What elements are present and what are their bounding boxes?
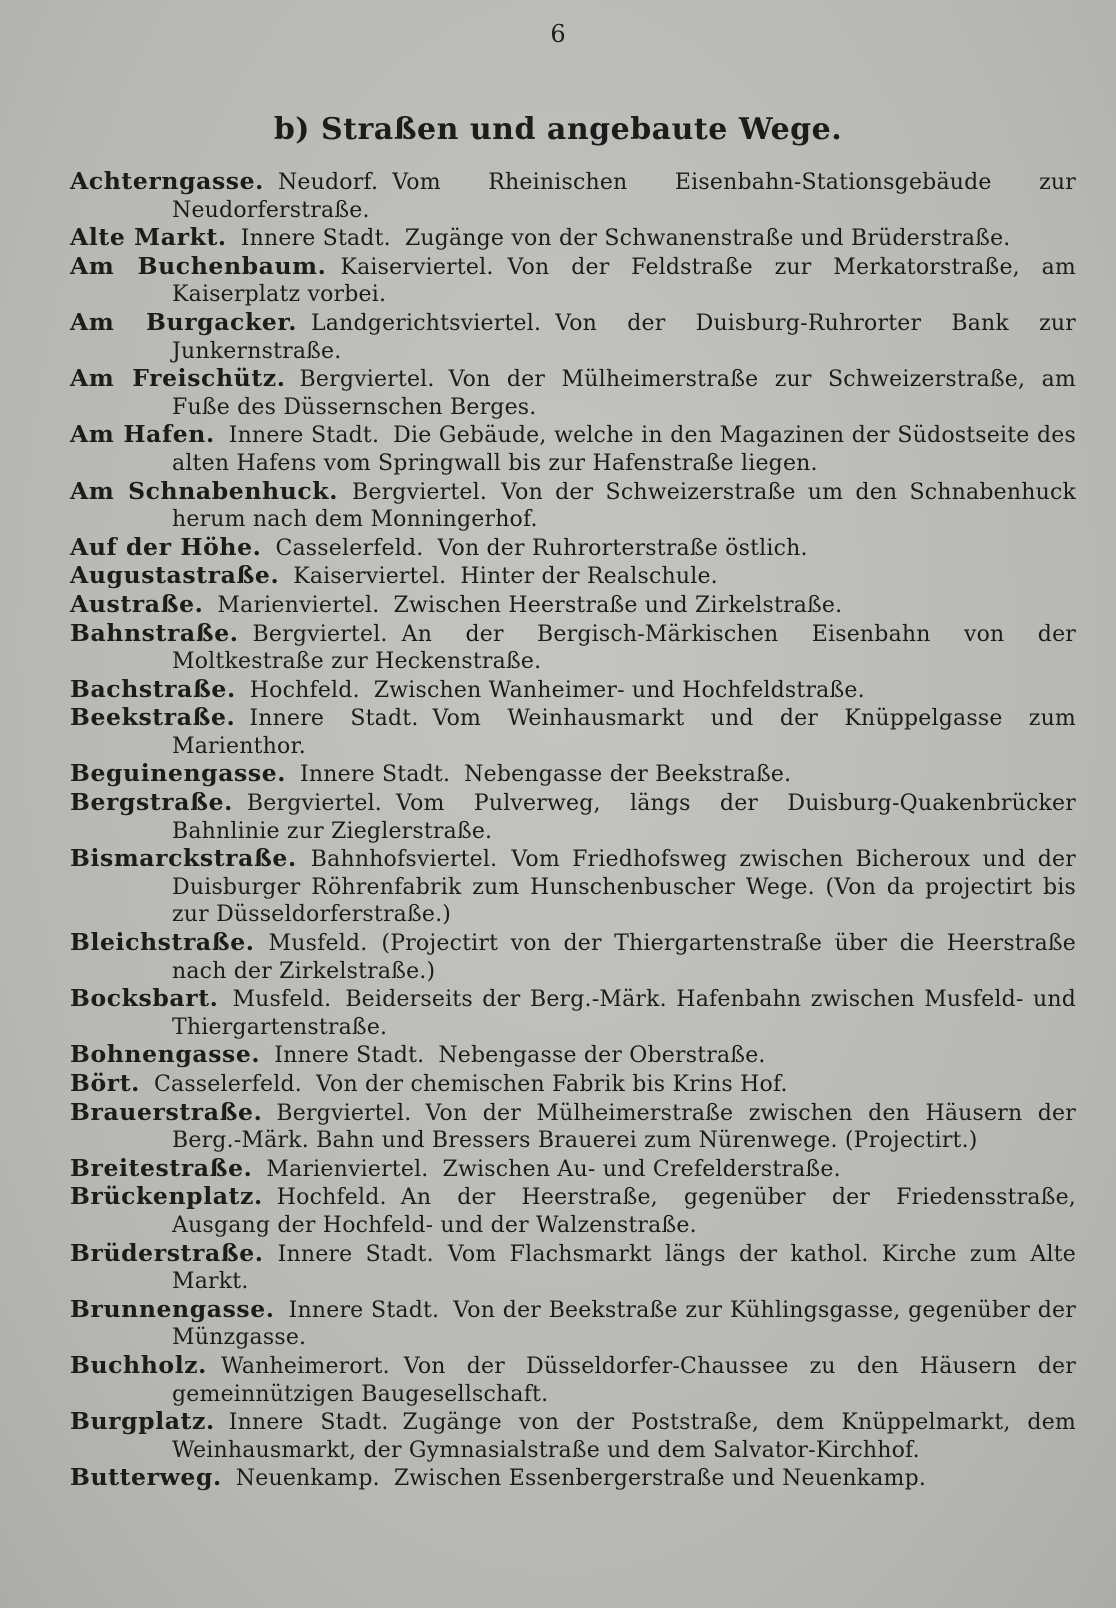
street-name: Butterweg. <box>70 1463 222 1492</box>
street-name: Buchholz. <box>70 1350 207 1379</box>
street-entry <box>70 760 1076 789</box>
street-name: Bergstraße. <box>70 788 233 817</box>
street-entry <box>70 1240 1076 1296</box>
street-entry <box>70 1296 1076 1352</box>
street-description: Von der Mülheimerstraße zur Schweizerstraße, am Fuße des Düssernschen Berges. <box>172 367 1076 420</box>
page-number: 6 <box>550 20 566 48</box>
street-district: Musfeld. <box>232 987 332 1013</box>
street-description: Vom Rheinischen Eisenbahn-Stationsgebäude zur Neudorferstraße. <box>172 170 1076 223</box>
street-name: Brüderstraße. <box>70 1238 264 1267</box>
street-description: Von der chemischen Fabrik bis Krins Hof. <box>315 1072 788 1097</box>
street-name: Brauerstraße. <box>70 1097 263 1126</box>
street-description: Vom Pulverweg, längs der Duisburg-Quakenbrücker Bahnlinie zur Zieglerstraße. <box>172 791 1076 844</box>
street-entry <box>70 534 1076 563</box>
street-name: Burgplatz. <box>70 1407 215 1436</box>
street-name: Am Freischütz. <box>70 364 286 393</box>
street-district: Casselerfeld. <box>153 1072 302 1097</box>
street-name: Austraße. <box>70 589 204 618</box>
street-name: Brückenplatz. <box>70 1182 263 1211</box>
street-description: An der Heerstraße, gegenüber der Friedensstraße, Ausgang der Hochfeld- und der Walzenstraße. <box>172 1185 1076 1238</box>
street-entry <box>70 253 1076 309</box>
street-description: An der Bergisch-Märkischen Eisenbahn von der Moltkestraße zur Heckenstraße. <box>172 621 1076 675</box>
street-name: Achterngasse. <box>70 167 264 195</box>
street-name: Bohnengasse. <box>70 1040 261 1069</box>
street-description: Von der Beekstraße zur Kühlingsgasse, gegenüber der Münzgasse. <box>172 1297 1076 1351</box>
street-entry <box>70 421 1076 477</box>
street-entry <box>70 224 1076 253</box>
street-entry <box>70 1352 1076 1408</box>
street-entry <box>70 562 1076 591</box>
street-description: Von der Düsseldorfer-Chaussee zu den Häusern der gemeinnützigen Baugesellschaft. <box>172 1353 1076 1407</box>
street-district: Landgerichtsviertel. <box>311 310 542 336</box>
street-entry <box>70 365 1076 421</box>
street-name: Augustastraße. <box>70 561 280 590</box>
street-entry <box>70 620 1076 676</box>
street-entry <box>70 1464 1076 1493</box>
street-entry <box>70 789 1076 845</box>
street-district: Innere Stadt. <box>228 1410 389 1436</box>
street-entry <box>70 1155 1076 1184</box>
street-description: Zwischen Essenbergerstraße und Neuenkamp. <box>393 1466 927 1492</box>
street-description: Nebengasse der Oberstraße. <box>438 1043 766 1069</box>
street-district: Innere Stadt. <box>288 1297 440 1323</box>
street-district: Musfeld. <box>268 931 368 957</box>
street-name: Alte Markt. <box>70 223 227 252</box>
street-district: Neudorf. <box>277 170 379 195</box>
street-description: Beiderseits der Berg.-Märk. Hafenbahn zwischen Musfeld- und Thiergartenstraße. <box>172 987 1076 1040</box>
street-district: Bergviertel. <box>246 791 382 817</box>
street-district: Innere Stadt. <box>228 423 380 449</box>
street-description: Nebengasse der Beekstraße. <box>464 762 792 788</box>
street-entry <box>70 985 1076 1041</box>
street-name: Am Schnabenhuck. <box>70 476 338 505</box>
street-description: Zwischen Au- und Crefelderstraße. <box>442 1156 841 1182</box>
street-district: Innere Stadt. <box>240 226 391 252</box>
street-name: Bört. <box>70 1069 140 1097</box>
street-entry <box>70 704 1076 760</box>
street-description: Zwischen Wanheimer- und Hochfeldstraße. <box>373 677 865 703</box>
street-district: Marienviertel. <box>217 592 380 618</box>
street-district: Innere Stadt. <box>249 706 419 732</box>
street-name: Auf der Höhe. <box>70 532 262 561</box>
street-district: Bergviertel. <box>351 479 488 505</box>
street-entry <box>70 1099 1076 1155</box>
street-entry <box>70 309 1076 365</box>
street-description: Von der Duisburg-Ruhrorter Bank zur Junkernstraße. <box>172 310 1076 364</box>
street-name: Bahnstraße. <box>70 618 239 647</box>
street-name: Am Burgacker. <box>70 307 297 336</box>
street-district: Bergviertel. <box>276 1100 412 1126</box>
street-entry <box>70 929 1076 985</box>
street-district: Wanheimerort. <box>220 1353 390 1379</box>
street-entry <box>70 1183 1076 1239</box>
street-name: Bleichstraße. <box>70 928 255 957</box>
street-district: Hochfeld. <box>249 677 360 703</box>
street-description: Von der Mülheimerstraße zwischen den Häusern der Berg.-Märk. Bahn und Bressers Brauerei zum Nürenwege. (Projectirt.) <box>172 1100 1076 1154</box>
street-district: Casselerfeld. <box>275 535 424 561</box>
street-name: Breitestraße. <box>70 1153 253 1182</box>
street-description: Von der Schweizerstraße um den Schnabenhuck herum nach dem Monningerhof. <box>172 479 1076 533</box>
street-name: Am Buchenbaum. <box>70 251 327 280</box>
street-entry <box>70 168 1076 224</box>
street-district: Kaiserviertel. <box>293 564 447 590</box>
street-entry-list <box>70 168 1076 1493</box>
street-name: Bocksbart. <box>70 984 219 1013</box>
street-district: Marienviertel. <box>266 1156 429 1182</box>
street-district: Innere Stadt. <box>300 762 451 788</box>
street-district: Innere Stadt. <box>277 1241 434 1267</box>
street-district: Bahnhofsviertel. <box>310 847 498 873</box>
street-description: Zugänge von der Schwanenstraße und Brüderstraße. <box>404 226 1011 252</box>
street-name: Am Hafen. <box>70 420 215 449</box>
street-entry <box>70 1070 1076 1099</box>
street-description: Von der Ruhrorterstraße östlich. <box>437 535 808 561</box>
street-district: Innere Stadt. <box>274 1043 425 1069</box>
section-heading: b) Straßen und angebaute Wege. <box>273 112 843 147</box>
street-entry <box>70 845 1076 929</box>
street-name: Bachstraße. <box>70 674 236 703</box>
street-description: Von der Feldstraße zur Merkatorstraße, am Kaiserplatz vorbei. <box>172 254 1076 308</box>
street-entry <box>70 1041 1076 1070</box>
street-description: Zwischen Heerstraße und Zirkelstraße. <box>393 592 843 618</box>
street-name: Bismarckstraße. <box>70 844 297 873</box>
street-entry <box>70 478 1076 534</box>
street-name: Beguinengasse. <box>70 759 287 788</box>
street-description: Zugänge von der Poststraße, dem Knüppelmarkt, dem Weinhausmarkt, der Gymnasialstraße und dem Salvator-Kirchhof. <box>172 1410 1076 1463</box>
street-name: Beekstraße. <box>70 703 236 732</box>
street-name: Brunnengasse. <box>70 1294 275 1323</box>
street-district: Kaiserviertel. <box>340 254 494 280</box>
street-district: Bergviertel. <box>252 621 388 647</box>
street-description: Vom Weinhausmarkt und der Knüppelgasse zum Marienthor. <box>172 706 1076 759</box>
street-description: Hinter der Realschule. <box>460 564 718 590</box>
street-entry <box>70 591 1076 620</box>
street-description: Vom Friedhofsweg zwischen Bicheroux und der Duisburger Röhrenfabrik zum Hunschenbuscher Wege. (Von da projectirt bis zur Düsseldorferstraße.) <box>172 847 1076 928</box>
street-entry <box>70 1408 1076 1464</box>
street-description: Die Gebäude, welche in den Magazinen der Südostseite des alten Hafens vom Springwall bis zur Hafenstraße liegen. <box>172 423 1076 476</box>
street-entry <box>70 676 1076 705</box>
street-district: Neuenkamp. <box>235 1466 380 1492</box>
street-district: Hochfeld. <box>276 1185 387 1211</box>
street-district: Bergviertel. <box>299 367 435 393</box>
street-description: Vom Flachsmarkt längs der kathol. Kirche zum Alte Markt. <box>172 1241 1076 1295</box>
street-description: (Projectirt von der Thiergartenstraße über die Heerstraße nach der Zirkelstraße.) <box>172 931 1076 984</box>
